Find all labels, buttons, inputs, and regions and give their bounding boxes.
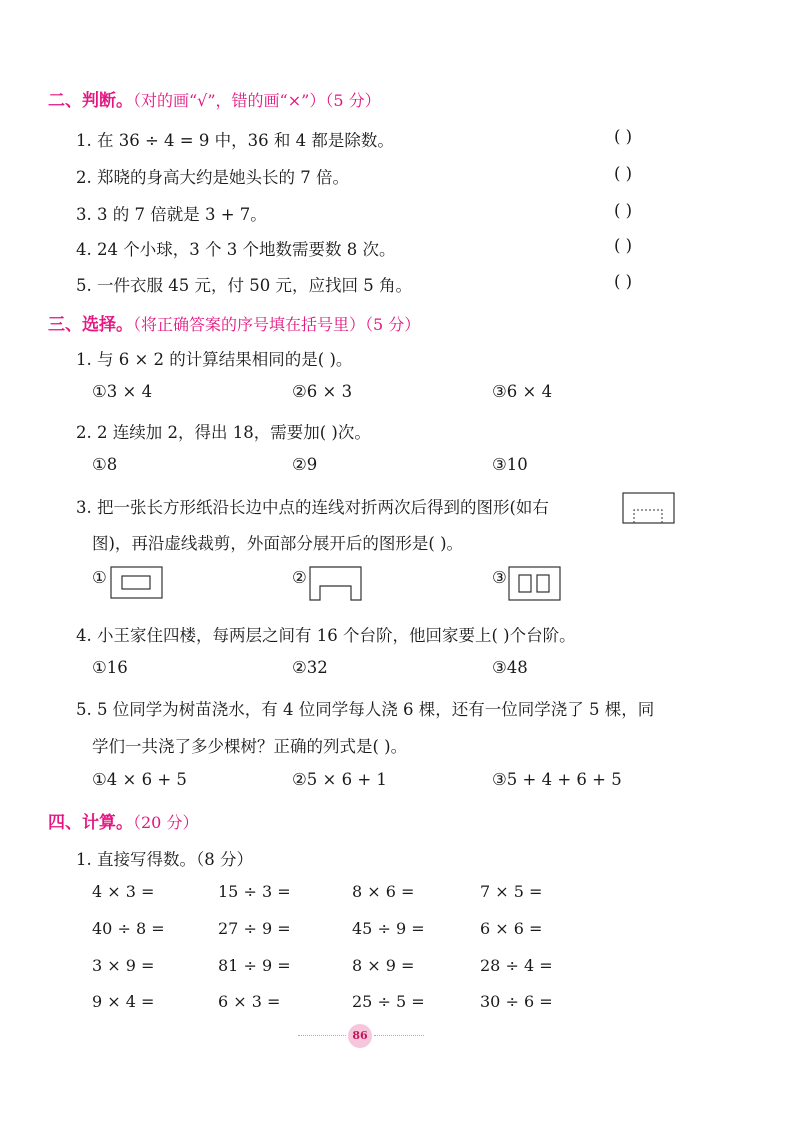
q1-option-3[interactable]: ③6 × 4	[492, 382, 553, 401]
choice-q3-line2: 图)，再沿虚线裁剪，外面部分展开后的图形是( )。	[92, 534, 464, 553]
section-3-title: 三、选择。	[48, 315, 133, 335]
section-4-title: 四、计算。	[48, 813, 133, 833]
section-2-title: 二、判断。	[48, 91, 133, 111]
q1-option-1[interactable]: ①3 × 4	[92, 382, 153, 401]
q2-option-3[interactable]: ③10	[492, 455, 528, 474]
judge-item-1: 1. 在 36 ÷ 4 = 9 中，36 和 4 都是除数。	[76, 131, 394, 150]
judge-item-3: 3. 3 的 7 倍就是 3 + 7。	[76, 205, 267, 224]
answer-paren-2[interactable]: ( )	[614, 164, 633, 183]
calc-item: 25 ÷ 5 =	[352, 992, 425, 1011]
calc-item: 9 × 4 =	[92, 992, 155, 1011]
q3-option-1-label[interactable]: ①	[92, 568, 107, 587]
q3-option-3-figure[interactable]	[508, 566, 562, 602]
q4-option-3[interactable]: ③48	[492, 658, 528, 677]
q3-option-2-figure[interactable]	[309, 566, 363, 602]
choice-q3-line1: 3. 把一张长方形纸沿长边中点的连线对折两次后得到的图形(如右	[76, 498, 549, 517]
section-3-note: （将正确答案的序号填在括号里）（5 分）	[133, 315, 421, 334]
calc-item: 15 ÷ 3 =	[218, 882, 291, 901]
calc-item: 45 ÷ 9 =	[352, 919, 425, 938]
q3-option-1-figure[interactable]	[110, 566, 164, 600]
judge-item-4: 4. 24 个小球，3 个 3 个地数需要数 8 次。	[76, 240, 396, 259]
q5-option-1[interactable]: ①4 × 6 + 5	[92, 770, 187, 789]
q2-option-1[interactable]: ①8	[92, 455, 118, 474]
calc-item: 8 × 9 =	[352, 956, 415, 975]
choice-q2: 2. 2 连续加 2，得出 18，需要加( )次。	[76, 423, 371, 442]
calc-item: 8 × 6 =	[352, 882, 415, 901]
section-2-note: （对的画“√”，错的画“×”）（5 分）	[133, 91, 381, 110]
calc-item: 7 × 5 =	[480, 882, 543, 901]
choice-q4: 4. 小王家住四楼，每两层之间有 16 个台阶，他回家要上( )个台阶。	[76, 626, 576, 645]
footer-dotted-line-right	[374, 1035, 424, 1036]
choice-q1: 1. 与 6 × 2 的计算结果相同的是( )。	[76, 350, 353, 369]
page-number: 86	[348, 1024, 372, 1048]
calc-item: 4 × 3 =	[92, 882, 155, 901]
calc-item: 81 ÷ 9 =	[218, 956, 291, 975]
q5-option-2[interactable]: ②5 × 6 + 1	[292, 770, 387, 789]
answer-paren-4[interactable]: ( )	[614, 236, 633, 255]
judge-item-5: 5. 一件衣服 45 元，付 50 元，应找回 5 角。	[76, 276, 412, 295]
section-2-heading	[48, 86, 381, 111]
answer-paren-5[interactable]: ( )	[614, 272, 633, 291]
choice-q5-line2: 学们一共浇了多少棵树？正确的列式是( )。	[92, 737, 408, 756]
q4-option-1[interactable]: ①16	[92, 658, 128, 677]
calc-item: 6 × 6 =	[480, 919, 543, 938]
calc-item: 40 ÷ 8 =	[92, 919, 165, 938]
judge-item-2: 2. 郑晓的身高大约是她头长的 7 倍。	[76, 168, 349, 187]
calc-item: 6 × 3 =	[218, 992, 281, 1011]
calc-item: 28 ÷ 4 =	[480, 956, 553, 975]
choice-q5-line1: 5. 5 位同学为树苗浇水，有 4 位同学每人浇 6 棵，还有一位同学浇了 5 棵，同	[76, 700, 655, 719]
q5-option-3[interactable]: ③5 + 4 + 6 + 5	[492, 770, 622, 789]
answer-paren-3[interactable]: ( )	[614, 201, 633, 220]
section-4-note: （20 分）	[133, 813, 199, 832]
section-4-heading	[48, 808, 198, 833]
folded-paper-figure	[622, 492, 676, 526]
calc-item: 3 × 9 =	[92, 956, 155, 975]
q4-option-2[interactable]: ②32	[292, 658, 328, 677]
q3-option-2-label[interactable]: ②	[292, 568, 307, 587]
calc-item: 30 ÷ 6 =	[480, 992, 553, 1011]
q1-option-2[interactable]: ②6 × 3	[292, 382, 353, 401]
section-3-heading	[48, 310, 420, 335]
calc-item: 27 ÷ 9 =	[218, 919, 291, 938]
footer-dotted-line-left	[298, 1035, 346, 1036]
answer-paren-1[interactable]: ( )	[614, 127, 633, 146]
q2-option-2[interactable]: ②9	[292, 455, 318, 474]
q3-option-3-label[interactable]: ③	[492, 568, 507, 587]
calc-subtitle: 1. 直接写得数。（8 分）	[76, 850, 253, 869]
